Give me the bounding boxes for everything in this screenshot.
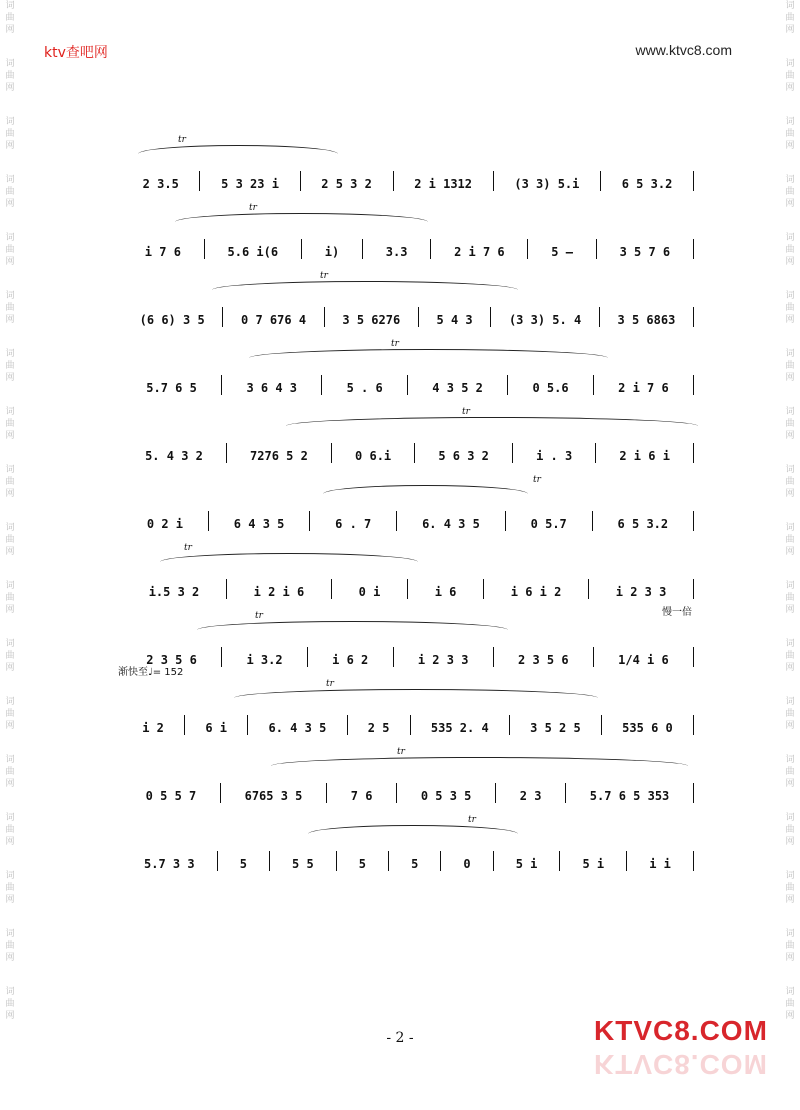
measure: 2 i 6 i (619, 449, 670, 463)
bar-line (362, 239, 363, 259)
measure: 6 i (205, 721, 228, 735)
bar-line (222, 307, 223, 327)
measure: (3 3) 5.i (514, 177, 580, 191)
trill-mark: tr (249, 203, 257, 213)
bar-line (307, 647, 308, 667)
watermark-text: 词曲网 (785, 233, 795, 267)
measure: 5.7 6 5 (146, 381, 197, 395)
watermark-text: 词曲网 (5, 175, 15, 209)
bar-line (693, 851, 694, 871)
measure: i 3.2 (246, 653, 283, 667)
score-line (118, 203, 698, 271)
watermark-text: 词曲网 (5, 523, 15, 557)
notes-row (126, 715, 698, 735)
slur-mark (323, 485, 528, 494)
measure: 0 (463, 857, 471, 871)
bar-line (324, 307, 325, 327)
measure: 2 i 7 6 (454, 245, 505, 259)
watermark-text: 词曲网 (785, 1, 795, 35)
bar-line (414, 443, 415, 463)
bar-line (693, 511, 694, 531)
notes-row (126, 647, 698, 667)
watermark-text: 词曲网 (785, 117, 795, 151)
measure: 0 5.6 (532, 381, 569, 395)
bar-line (512, 443, 513, 463)
measure: 2 5 (367, 721, 390, 735)
bar-line (388, 851, 389, 871)
watermark-text: 词曲网 (5, 581, 15, 615)
tempo-slow-label: 慢一倍 (662, 607, 692, 618)
slur-mark (160, 553, 418, 562)
watermark-text: 词曲网 (785, 987, 795, 1021)
measure: 0 6.i (355, 449, 392, 463)
measure: 5 5 (292, 857, 314, 871)
measure: 3 5 2 5 (530, 721, 581, 735)
measure: 535 6 0 (622, 721, 673, 735)
watermark-text: 词曲网 (785, 407, 795, 441)
bar-line (593, 375, 594, 395)
bar-line (199, 171, 200, 191)
bar-line (226, 579, 227, 599)
measure: 5 . 6 (346, 381, 383, 395)
slur-mark (286, 417, 698, 426)
bar-line (595, 443, 596, 463)
left-watermark-column (3, 0, 17, 1110)
trill-mark: tr (391, 339, 399, 349)
bar-line (493, 647, 494, 667)
measure: 5 i (582, 857, 605, 871)
measure: 0 5 5 7 (145, 789, 197, 803)
bar-line (336, 851, 337, 871)
notes-row (126, 375, 698, 395)
measure: i 2 i 6 (253, 585, 305, 599)
logo-text: KTVC8.COM (594, 1015, 768, 1046)
bar-line (396, 511, 397, 531)
measure: 2 i 7 6 (618, 381, 669, 395)
measure: 2 3 5 6 (518, 653, 569, 667)
bar-line (204, 239, 205, 259)
watermark-text: 词曲网 (5, 349, 15, 383)
measure: 0 5.7 (530, 517, 567, 531)
bar-line (693, 647, 694, 667)
bar-line (693, 307, 694, 327)
bar-line (693, 239, 694, 259)
bar-line (693, 715, 694, 735)
notes-row (126, 851, 698, 871)
bar-line (596, 239, 597, 259)
bar-line (565, 783, 566, 803)
measure: i i (649, 857, 671, 871)
notes-row (126, 171, 698, 191)
measure: 5 3 23 i (221, 177, 279, 191)
watermark-text: 词曲网 (5, 639, 15, 673)
bar-line (247, 715, 248, 735)
measure: i 6 i 2 (510, 585, 562, 599)
slur-mark (197, 621, 508, 630)
measure: 3.3 (385, 245, 408, 259)
score-line (118, 667, 698, 747)
measure: 3 5 6863 (617, 313, 676, 327)
watermark-text: 词曲网 (785, 581, 795, 615)
bar-line (600, 171, 601, 191)
measure: i 6 (434, 585, 457, 599)
watermark-text: 词曲网 (785, 465, 795, 499)
bar-line (396, 783, 397, 803)
measure: 5.7 3 3 (144, 857, 195, 871)
slur-mark (212, 281, 518, 290)
watermark-text: 词曲网 (785, 59, 795, 93)
measure: 3 5 7 6 (619, 245, 671, 259)
watermark-text: 词曲网 (5, 929, 15, 963)
slur-mark (249, 349, 608, 358)
trill-mark: tr (533, 475, 541, 485)
measure: i 7 6 (144, 245, 181, 259)
measure: 5 6 3 2 (438, 449, 489, 463)
measure: i 2 3 3 (615, 585, 667, 599)
bar-line (393, 171, 394, 191)
bar-line (495, 783, 496, 803)
score-line (118, 747, 698, 815)
bar-line (407, 375, 408, 395)
slur-mark (234, 689, 598, 698)
measure: 535 2. 4 (430, 721, 489, 735)
notes-row (126, 443, 698, 463)
bar-line (184, 715, 185, 735)
bar-line (693, 375, 694, 395)
notes-row (126, 579, 698, 599)
bar-line (626, 851, 627, 871)
trill-mark: tr (462, 407, 470, 417)
watermark-text: 词曲网 (5, 697, 15, 731)
bar-line (220, 783, 221, 803)
score-line (118, 475, 698, 543)
measure: 5.7 6 5 353 (589, 789, 670, 803)
score-line (118, 407, 698, 475)
watermark-text: 词曲网 (5, 117, 15, 151)
bar-line (407, 579, 408, 599)
trill-mark: tr (255, 611, 263, 621)
measure: 5 i (515, 857, 538, 871)
trill-mark: tr (468, 815, 476, 825)
logo-reflection: KTVC8.COM (594, 1049, 768, 1080)
measure: 6 . 7 (335, 517, 372, 531)
notes-row (126, 511, 698, 531)
tempo-accel-label: 渐快至♩= 152 (118, 667, 184, 678)
measure: 0 7 676 4 (241, 313, 307, 327)
watermark-text: 词曲网 (785, 871, 795, 905)
bar-line (693, 783, 694, 803)
bar-line (226, 443, 227, 463)
measure: 6. 4 3 5 (422, 517, 480, 531)
score-line (118, 543, 698, 611)
measure: 2 5 3 2 (321, 177, 372, 191)
bar-line (221, 647, 222, 667)
measure: 5 (411, 857, 419, 871)
score-line (118, 339, 698, 407)
measure: 5.6 i(6 (227, 245, 279, 259)
measure: 6. 4 3 5 (268, 721, 327, 735)
bar-line (440, 851, 441, 871)
bar-line (309, 511, 310, 531)
measure: 7276 5 2 (250, 449, 308, 463)
bar-line (321, 375, 322, 395)
measure: 2 3 5 6 (146, 653, 197, 667)
bar-line (347, 715, 348, 735)
bar-line (599, 307, 600, 327)
watermark-text: 词曲网 (785, 929, 795, 963)
slur-mark (271, 757, 688, 766)
bar-line (559, 851, 560, 871)
bar-line (301, 239, 302, 259)
measure: 5 4 3 (436, 313, 473, 327)
bar-line (509, 715, 510, 735)
measure: 5 (239, 857, 247, 871)
measure: i . 3 (536, 449, 573, 463)
bar-line (592, 511, 593, 531)
bar-line (483, 579, 484, 599)
music-score (118, 135, 698, 883)
bar-line (493, 171, 494, 191)
bar-line (601, 715, 602, 735)
measure: i 6 2 (332, 653, 369, 667)
page-number: - 2 - (386, 1030, 414, 1046)
measure: 0 2 i (146, 517, 184, 531)
bar-line (217, 851, 218, 871)
slur-mark (138, 145, 338, 154)
slur-mark (308, 825, 518, 834)
bar-line (490, 307, 491, 327)
bar-line (505, 511, 506, 531)
measure: 0 5 3 5 (420, 789, 472, 803)
bar-line (507, 375, 508, 395)
trill-mark: tr (178, 135, 186, 145)
measure: i.5 3 2 (148, 585, 200, 599)
bar-line (693, 443, 694, 463)
bar-line (593, 647, 594, 667)
bar-line (221, 375, 222, 395)
measure: 2 3 (519, 789, 542, 803)
bar-line (418, 307, 419, 327)
bar-line (208, 511, 209, 531)
right-watermark-column (783, 0, 797, 1110)
watermark-text: 词曲网 (5, 871, 15, 905)
watermark-text: 词曲网 (785, 349, 795, 383)
measure: (6 6) 3 5 (139, 313, 205, 327)
score-line (118, 815, 698, 883)
bar-line (493, 851, 494, 871)
measure: 3 6 4 3 (246, 381, 298, 395)
measure: 4 3 5 2 (432, 381, 483, 395)
bar-line (331, 579, 332, 599)
trill-mark: tr (320, 271, 328, 281)
measure: 3 5 6276 (342, 313, 401, 327)
measure: i 2 3 3 (417, 653, 469, 667)
measure: 2 3.5 (142, 177, 179, 191)
notes-row (126, 783, 698, 803)
site-url-link[interactable]: www.ktvc8.com (635, 42, 732, 58)
score-line (118, 607, 698, 679)
measure: 5 — (551, 245, 573, 259)
measure: 7 6 (350, 789, 373, 803)
watermark-text: 词曲网 (5, 291, 15, 325)
watermark-text: 词曲网 (785, 639, 795, 673)
measure: 0 i (358, 585, 381, 599)
score-line (118, 135, 698, 203)
watermark-text: 词曲网 (785, 697, 795, 731)
measure: 1/4 i 6 (618, 653, 669, 667)
bar-line (588, 579, 589, 599)
watermark-text: 词曲网 (785, 175, 795, 209)
bar-line (269, 851, 270, 871)
watermark-text: 词曲网 (5, 755, 15, 789)
watermark-text: 词曲网 (5, 407, 15, 441)
watermark-text: 词曲网 (5, 233, 15, 267)
notes-row (126, 307, 698, 327)
measure: i) (324, 245, 340, 259)
measure: 6765 3 5 (244, 789, 303, 803)
bar-line (393, 647, 394, 667)
measure: 2 i 1312 (414, 177, 472, 191)
watermark-text: 词曲网 (5, 59, 15, 93)
bar-line (527, 239, 528, 259)
measure: i 2 (142, 721, 164, 735)
watermark-text: 词曲网 (785, 813, 795, 847)
bar-line (693, 579, 694, 599)
site-name-link[interactable]: ktv查吧网 (44, 45, 108, 61)
watermark-text: 词曲网 (5, 465, 15, 499)
watermark-text: 词曲网 (785, 755, 795, 789)
trill-mark: tr (326, 679, 334, 689)
notes-row (126, 239, 698, 259)
watermark-text: 词曲网 (785, 291, 795, 325)
bar-line (331, 443, 332, 463)
site-logo[interactable] (594, 1015, 768, 1047)
watermark-text: 词曲网 (5, 987, 15, 1021)
measure: 6 5 3.2 (617, 517, 669, 531)
bar-line (326, 783, 327, 803)
measure: 5 (358, 857, 366, 871)
watermark-text: 词曲网 (785, 523, 795, 557)
measure: 5. 4 3 2 (145, 449, 203, 463)
measure: 6 5 3.2 (621, 177, 673, 191)
trill-mark: tr (397, 747, 405, 757)
measure: (3 3) 5. 4 (508, 313, 582, 327)
score-line (118, 271, 698, 339)
measure: 6 4 3 5 (233, 517, 285, 531)
bar-line (300, 171, 301, 191)
watermark-text: 词曲网 (5, 813, 15, 847)
bar-line (693, 171, 694, 191)
bar-line (410, 715, 411, 735)
trill-mark: tr (184, 543, 192, 553)
watermark-text: 词曲网 (5, 1, 15, 35)
bar-line (430, 239, 431, 259)
slur-mark (175, 213, 428, 222)
